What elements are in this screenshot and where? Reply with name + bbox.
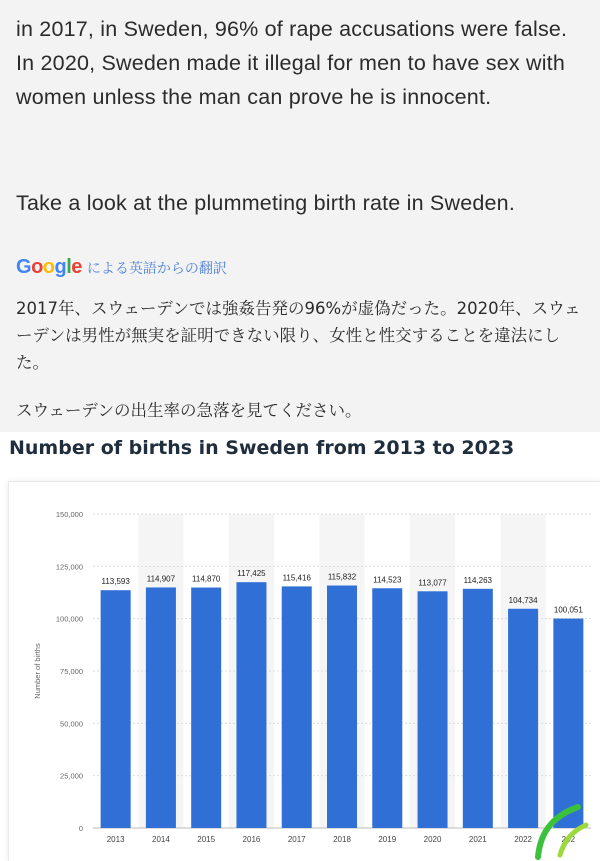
bar-value-label: 104,734 xyxy=(508,595,538,605)
bar-value-label: 115,416 xyxy=(282,573,311,583)
bar-value-label: 113,077 xyxy=(418,578,447,588)
green-swoosh-icon xyxy=(520,795,600,860)
bar-value-label: 113,593 xyxy=(101,577,130,587)
x-tick-label: 2016 xyxy=(242,835,261,844)
y-tick-label: 150,000 xyxy=(55,510,83,519)
x-tick-label: 2022 xyxy=(514,835,532,844)
chart-card xyxy=(8,481,600,861)
bar xyxy=(418,591,448,828)
translation-attribution[interactable] xyxy=(16,256,227,284)
y-axis-label: Number of births xyxy=(33,643,42,699)
x-tick-label: 2017 xyxy=(287,835,306,844)
bar-value-label: 114,523 xyxy=(373,575,402,585)
bar-value-label: 114,907 xyxy=(146,574,176,584)
bar-value-label: 100,051 xyxy=(553,605,583,615)
x-tick-label: 2020 xyxy=(423,835,442,844)
bar xyxy=(146,587,176,828)
bar xyxy=(372,588,402,828)
bar xyxy=(327,586,357,828)
x-tick-label: 202 xyxy=(561,835,576,844)
bar-value-label: 117,425 xyxy=(237,569,266,579)
translation-label: による英語からの翻訳 xyxy=(86,261,227,277)
x-tick-label: 2014 xyxy=(152,835,170,844)
x-tick-label: 2015 xyxy=(197,835,216,844)
x-tick-label: 2013 xyxy=(106,835,125,844)
y-tick-label: 125,000 xyxy=(55,562,83,572)
y-tick-label: 100,000 xyxy=(55,614,83,624)
chart-title: Number of births in Sweden from 2013 to 2023 xyxy=(9,437,515,459)
x-tick-label: 2021 xyxy=(468,835,487,844)
translated-paragraph: 2017年、スウェーデンでは強姦告発の96%が虚偽だった。2020年、スウェーデンは男性が無実を証明できない限り、女性と性交することを違法にした。 xyxy=(16,299,581,372)
bar-value-label: 114,870 xyxy=(192,574,221,584)
post-paragraph-2: Take a look at the plummeting birth rate in Sweden. xyxy=(16,191,515,215)
google-logo: Google xyxy=(16,256,82,278)
y-tick-label: 50,000 xyxy=(60,719,83,729)
bar-chart xyxy=(9,482,600,861)
bar-value-label: 115,832 xyxy=(327,572,357,582)
bar xyxy=(282,586,312,828)
x-tick-label: 2018 xyxy=(333,835,351,844)
bar xyxy=(191,588,221,828)
y-tick-label: 0 xyxy=(78,824,83,833)
translated-paragraph-2: スウェーデンの出生率の急落を見てください。 xyxy=(16,401,362,420)
post-paragraph: in 2017, in Sweden, 96% of rape accusations were false. In 2020, Sweden made it illegal for men to have sex with women unless the man can prove he is innocent. xyxy=(16,17,568,109)
x-tick-label: 2019 xyxy=(378,835,397,844)
bar xyxy=(101,590,131,828)
y-tick-label: 75,000 xyxy=(60,667,83,676)
y-tick-label: 25,000 xyxy=(60,771,83,781)
bar xyxy=(236,582,266,828)
bar-value-label: 114,263 xyxy=(463,575,492,585)
bar xyxy=(463,589,493,828)
